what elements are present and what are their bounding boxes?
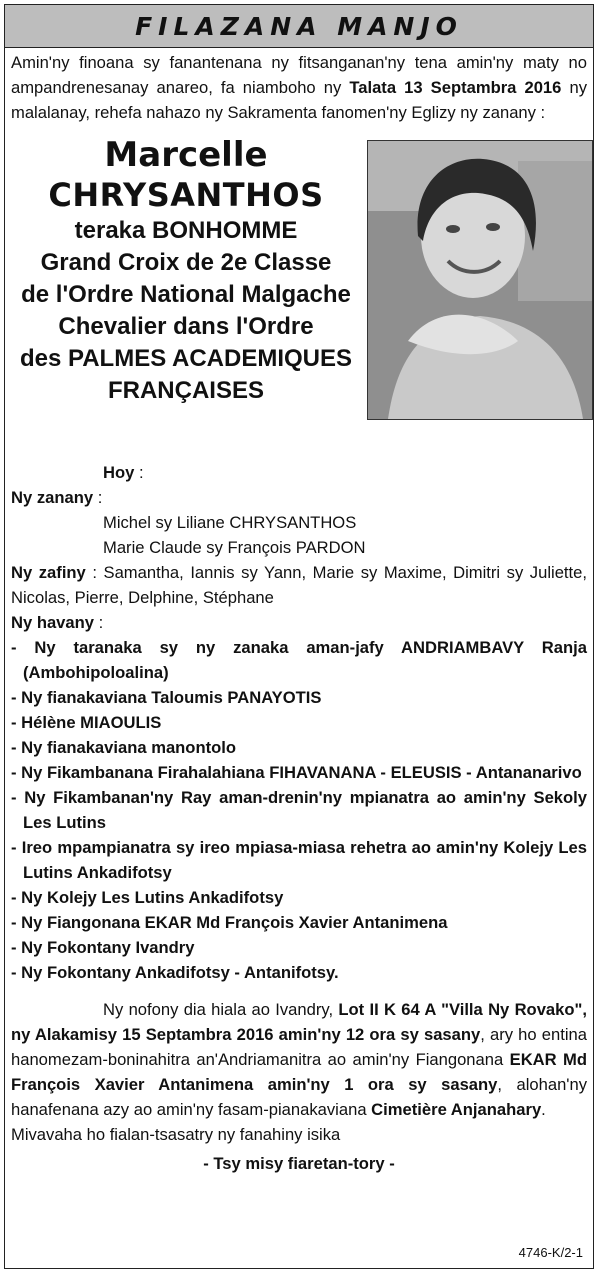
deceased-title: FRANÇAISES <box>107 377 264 404</box>
relative-item: - Ny Fokontany Ivandry <box>11 938 195 957</box>
relative-item: - Ny taranaka sy ny zanaka aman-jafy ANDRIAMBAVY Ranja (Ambohipoloalina) <box>11 638 587 682</box>
relative-item: - Ny Fikambanan'ny Ray aman-drenin'ny mpianatra ao amin'ny Sekoly Les Lutins <box>11 788 587 832</box>
intro-paragraph <box>11 50 587 125</box>
deceased-title: des PALMES ACADEMIQUES <box>19 345 353 372</box>
deceased-title: Grand Croix de 2e Classe <box>40 249 332 276</box>
prayer-line: Mivavaha ho fialan-tsasatry ny fanahiny isika <box>11 1125 341 1144</box>
relatives-label: Ny havany <box>11 613 95 632</box>
child-entry: Marie Claude sy François PARDON <box>103 538 366 557</box>
children-label: Ny zanany <box>11 488 94 507</box>
funeral-paragraph <box>11 997 587 1122</box>
grandchildren-label: Ny zafiny <box>11 563 86 582</box>
notice-title: FILAZANA MANJO <box>135 11 463 41</box>
death-date: Talata 13 Septambra 2016 <box>349 78 562 97</box>
deceased-name-block <box>11 135 361 407</box>
grandchildren-names: : Samantha, Iannis sy Yann, Marie sy Maxime, Dimitri sy Juliette, Nicolas, Pierre, Delphine, Stéphane <box>11 563 587 607</box>
portrait-image <box>368 141 592 419</box>
funeral-text: . <box>541 1100 546 1119</box>
funeral-cemetery: Cimetière Anjanahary <box>371 1100 542 1119</box>
reference-code: 4746-K/2-1 <box>518 1245 583 1260</box>
relative-item: - Ireo mpampianatra sy ireo mpiasa-miasa rehetra ao amin'ny Kolejy Les Lutins Ankadifotsy <box>11 838 587 882</box>
children-colon: : <box>93 488 103 507</box>
relative-item: - Ny Fikambanana Firahalahiana FIHAVANANA - ELEUSIS - Antananarivo <box>11 763 582 782</box>
notice-header <box>5 5 593 48</box>
relatives-heading <box>11 610 587 635</box>
funeral-text: Ny nofony dia hiala ao Ivandry, <box>103 1000 339 1019</box>
funeral-text: , ary ho entina hanomezam-boninahitra an'Andriamanitra ao amin'ny Fiangonana <box>11 1025 587 1069</box>
deceased-first-name: Marcelle <box>104 135 268 175</box>
relative-item: - Ny Fiangonana EKAR Md François Xavier Antanimena <box>11 913 448 932</box>
hoy-colon: : <box>134 463 144 482</box>
funeral-details <box>11 997 587 1147</box>
funeral-church-time: EKAR Md François Xavier Antanimena amin'ny 1 ora sy sasany <box>11 1050 587 1094</box>
relative-item: - Hélène MIAOULIS <box>11 713 162 732</box>
deceased-section <box>11 135 587 460</box>
funeral-address-time: Lot II K 64 A "Villa Ny Rovako", ny Alakamisy 15 Septambra 2016 amin'ny 12 ora sy sasany <box>11 1000 587 1044</box>
child-entry: Michel sy Liliane CHRYSANTHOS <box>103 513 357 532</box>
grandchildren-line <box>11 560 587 610</box>
deceased-last-name: CHRYSANTHOS <box>48 176 324 214</box>
hoy-label: Hoy <box>103 463 135 482</box>
deceased-title: Chevalier dans l'Ordre <box>58 313 314 340</box>
deceased-portrait-photo <box>367 140 593 420</box>
relatives-colon: : <box>94 613 104 632</box>
relative-item: - Ny Fokontany Ankadifotsy - Antanifotsy. <box>11 963 339 982</box>
deceased-title: teraka BONHOMME <box>74 217 298 244</box>
intro-text: Amin'ny finoana sy fanantenana ny fitsanganan'ny tena amin'ny maty no ampandrenesanay anareo, fa niamboho ny <box>11 53 587 97</box>
funeral-text: , alohan'ny hanafenana azy ao amin'ny fasam-pianakaviana <box>11 1075 588 1119</box>
children-heading <box>11 485 587 510</box>
deceased-title: de l'Ordre National Malgache <box>21 281 351 308</box>
obituary-notice <box>4 4 594 1269</box>
notice-body <box>5 48 593 1176</box>
intro-text-end: ny malalanay, rehefa nahazo ny Sakramenta fanomen'ny Eglizy ny zanany : <box>11 78 587 122</box>
relative-item: - Ny fianakaviana manontolo <box>11 738 236 757</box>
hoy-line <box>11 460 587 485</box>
closing-note: - Tsy misy fiaretan-tory - <box>203 1154 395 1173</box>
relative-item: - Ny Kolejy Les Lutins Ankadifotsy <box>11 888 284 907</box>
relative-item: - Ny fianakaviana Taloumis PANAYOTIS <box>11 688 322 707</box>
